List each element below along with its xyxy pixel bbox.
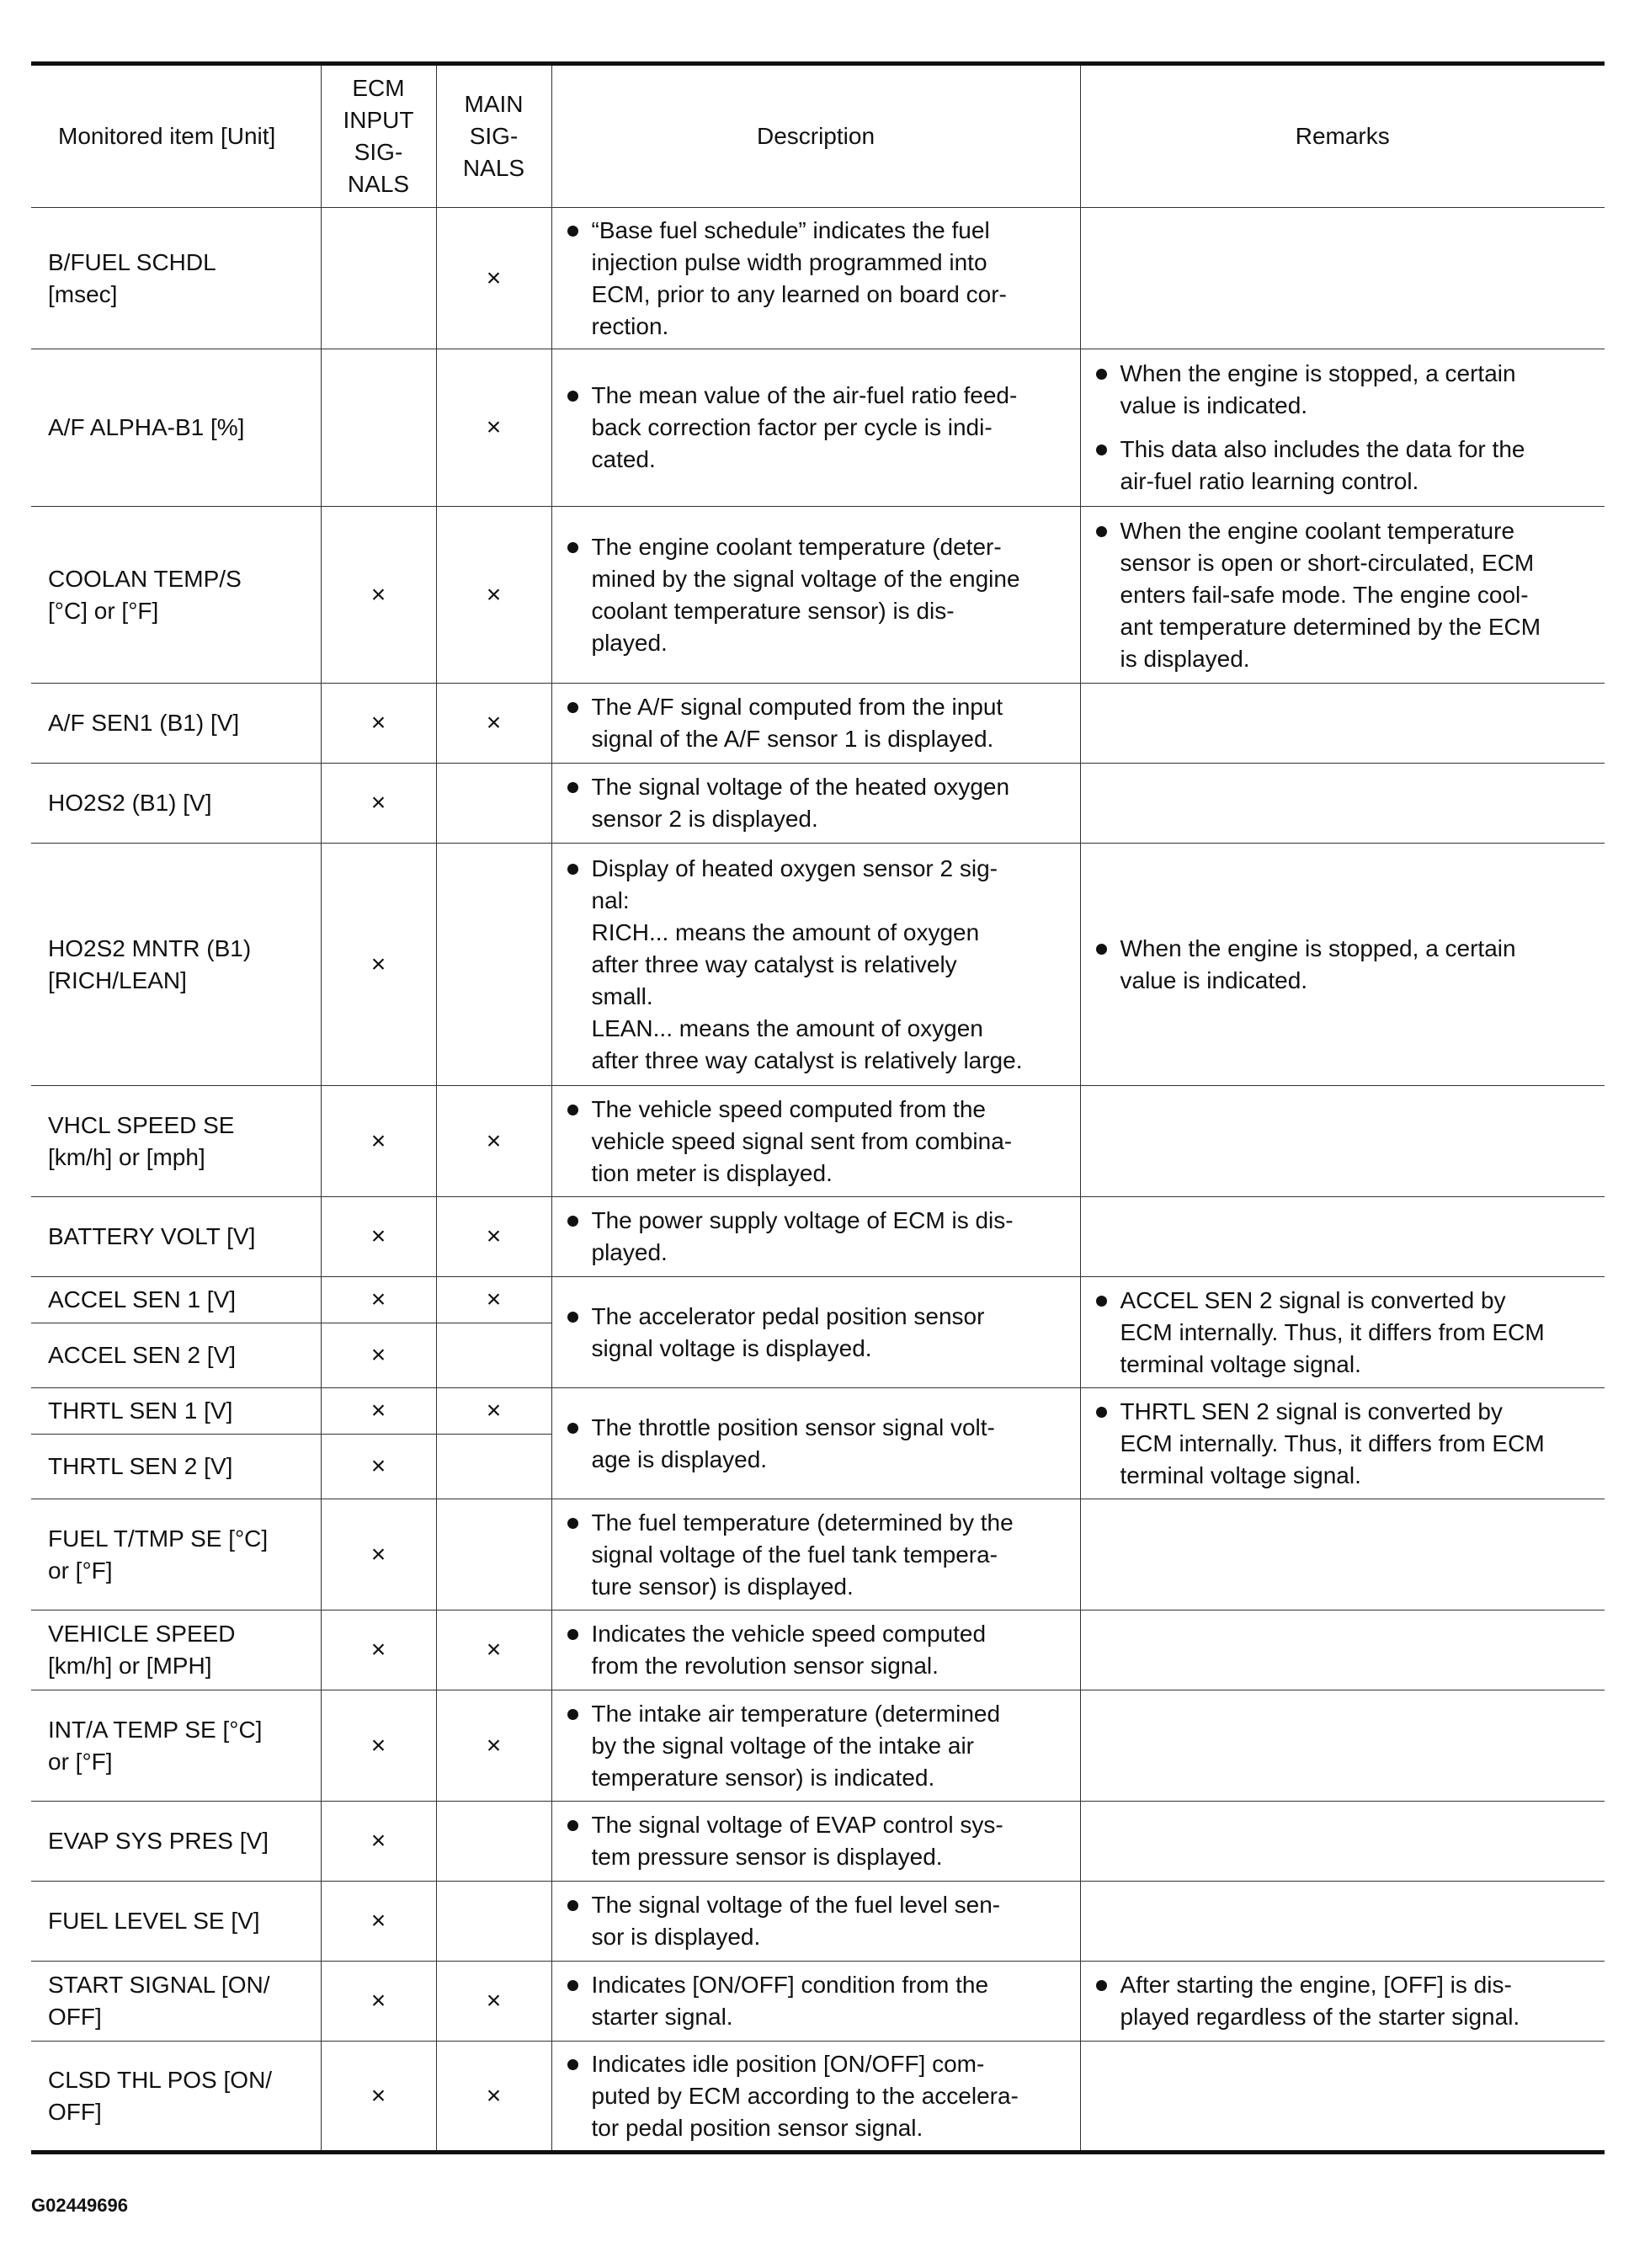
header-ecm-line: NALS [347, 171, 410, 197]
bullet-icon [1096, 1296, 1107, 1307]
header-description: Description [551, 64, 1080, 208]
bullet-icon [567, 1980, 578, 1991]
monitored-item-line: OFF] [48, 2004, 102, 2030]
description-cell [551, 1802, 1080, 1882]
main-signal-mark: × [436, 208, 551, 349]
remark-line: sensor is open or short-circulated, ECM [1120, 549, 1535, 576]
monitored-item-line: A/F SEN1 (B1) [V] [48, 710, 240, 736]
description-line: from the revolution sensor signal. [591, 1653, 939, 1679]
table-row [31, 1499, 1605, 1610]
remark-bullet [1093, 434, 1597, 498]
main-signal-mark: × [436, 507, 551, 684]
remarks-cell [1080, 1610, 1605, 1690]
description-line: tion meter is displayed. [591, 1159, 833, 1186]
description-line: nal: [591, 886, 630, 913]
monitored-item-cell [31, 1323, 321, 1388]
main-signal-mark [436, 1802, 551, 1882]
remarks-cell [1080, 1802, 1605, 1882]
description-cell [551, 1277, 1080, 1388]
monitored-item-line: OFF] [48, 2098, 102, 2125]
description-text [592, 1618, 1072, 1682]
description-line: The engine coolant temperature (deter- [591, 533, 1002, 560]
monitored-item-line: A/F ALPHA-B1 [%] [48, 414, 245, 440]
description-cell [551, 1499, 1080, 1610]
description-line: sensor 2 is displayed. [591, 806, 818, 832]
main-signal-mark: × [436, 1388, 551, 1435]
monitored-item-cell [31, 2042, 321, 2153]
monitored-item-line: ACCEL SEN 2 [V] [48, 1342, 237, 1368]
remarks-cell [1080, 1499, 1605, 1610]
remark-line: air-fuel ratio learning control. [1120, 468, 1419, 494]
remarks-cell [1080, 507, 1605, 684]
monitored-item-cell [31, 764, 321, 844]
header-monitored-item: Monitored item [Unit] [31, 64, 321, 208]
remark-line: enters fail-safe mode. The engine cool- [1120, 581, 1529, 608]
monitored-item-cell [31, 1882, 321, 1962]
monitored-item-line: CLSD THL POS [ON/ [48, 2066, 273, 2093]
main-signal-mark: × [436, 1086, 551, 1197]
main-signal-mark: × [436, 1277, 551, 1323]
table-row [31, 844, 1605, 1086]
table-row [31, 1610, 1605, 1690]
description-text [592, 1301, 1072, 1365]
description-line: temperature sensor) is indicated. [591, 1764, 935, 1791]
description-cell [551, 684, 1080, 764]
bullet-icon [1096, 1407, 1107, 1418]
description-line: ECM, prior to any learned on board cor- [591, 280, 1007, 307]
header-ecm-line: ECM [352, 75, 405, 101]
monitored-item-line: ACCEL SEN 1 [V] [48, 1286, 237, 1312]
bullet-icon [567, 1629, 578, 1640]
ecm-input-mark: × [321, 1882, 436, 1962]
description-cell [551, 844, 1080, 1086]
monitored-item-line: HO2S2 (B1) [V] [48, 790, 212, 816]
description-bullet [564, 771, 1072, 835]
description-line: The accelerator pedal position sensor [591, 1302, 985, 1329]
description-cell [551, 1690, 1080, 1802]
ecm-input-mark: × [321, 1962, 436, 2042]
main-signal-mark [436, 1499, 551, 1610]
monitored-item-cell [31, 1690, 321, 1802]
monitored-item-line: B/FUEL SCHDL [48, 248, 216, 275]
monitored-item-line: START SIGNAL [ON/ [48, 1972, 270, 1998]
description-bullet [564, 1507, 1072, 1603]
table-row [31, 1882, 1605, 1962]
remark-text [1120, 434, 1597, 498]
description-line: The throttle position sensor signal volt- [591, 1414, 995, 1440]
description-bullet [564, 1094, 1072, 1190]
description-cell [551, 1388, 1080, 1499]
remark-line: terminal voltage signal. [1120, 1350, 1361, 1377]
description-line: The vehicle speed computed from the [591, 1095, 986, 1122]
table-row [31, 2042, 1605, 2153]
description-bullet [564, 1889, 1072, 1953]
remark-line: When the engine coolant temperature [1120, 517, 1515, 544]
ecm-input-mark [321, 349, 436, 507]
remark-bullet [1093, 1285, 1597, 1381]
table-row [31, 1086, 1605, 1197]
header-ecm-line: SIG- [354, 139, 403, 165]
remark-line: When the engine is stopped, a certain [1120, 360, 1516, 386]
bullet-icon [567, 1105, 578, 1115]
header-row [31, 64, 1605, 208]
bullet-icon [567, 1312, 578, 1323]
description-line: signal voltage is displayed. [591, 1334, 872, 1361]
description-line: The mean value of the air-fuel ratio feed- [591, 382, 1018, 408]
monitored-item-line: [km/h] or [mph] [48, 1143, 205, 1170]
main-signal-mark [436, 764, 551, 844]
description-line: sor is displayed. [591, 1924, 761, 1950]
description-cell [551, 1962, 1080, 2042]
bullet-icon [1096, 369, 1107, 380]
description-text [592, 1809, 1072, 1873]
monitored-item-cell [31, 208, 321, 349]
bullet-icon [567, 1709, 578, 1720]
remark-line: THRTL SEN 2 signal is converted by [1120, 1398, 1503, 1424]
remark-line: value is indicated. [1120, 392, 1308, 418]
main-signal-mark: × [436, 1962, 551, 2042]
ecm-input-mark: × [321, 844, 436, 1086]
description-line: Display of heated oxygen sensor 2 sig- [591, 854, 998, 881]
description-line: after three way catalyst is relatively large. [591, 1046, 1023, 1073]
remarks-cell [1080, 684, 1605, 764]
description-bullet [564, 2048, 1072, 2144]
monitored-item-line: INT/A TEMP SE [°C] [48, 1716, 263, 1743]
table-row [31, 1277, 1605, 1323]
header-main-line: NALS [462, 155, 525, 181]
description-bullet [564, 1412, 1072, 1476]
table-row [31, 208, 1605, 349]
table-row [31, 1197, 1605, 1277]
remark-line: When the engine is stopped, a certain [1120, 934, 1516, 961]
main-signal-mark [436, 1435, 551, 1499]
header-ecm-line: INPUT [343, 107, 414, 133]
description-line: RICH... means the amount of oxygen [591, 918, 980, 945]
header-main-line: SIG- [469, 123, 519, 149]
remarks-cell [1080, 1388, 1605, 1499]
description-text [592, 380, 1072, 476]
ecm-input-mark: × [321, 684, 436, 764]
description-line: rection. [591, 312, 669, 339]
remark-bullet [1093, 358, 1597, 422]
description-line: played. [591, 629, 668, 656]
description-line: “Base fuel schedule” indicates the fuel [591, 216, 990, 243]
bullet-icon [567, 864, 578, 875]
monitored-item-cell [31, 1435, 321, 1499]
description-text [592, 1698, 1072, 1794]
table-row [31, 507, 1605, 684]
remark-line: ECM internally. Thus, it differs from ECM [1120, 1429, 1545, 1456]
ecm-input-mark [321, 208, 436, 349]
remark-line: ant temperature determined by the ECM [1120, 613, 1541, 640]
description-line: mined by the signal voltage of the engine [591, 565, 1020, 592]
monitored-item-cell [31, 1610, 321, 1690]
ecm-input-mark: × [321, 1690, 436, 1802]
description-line: Indicates idle position [ON/OFF] com- [591, 2050, 985, 2077]
main-signal-mark: × [436, 2042, 551, 2153]
main-signal-mark: × [436, 1610, 551, 1690]
description-line: injection pulse width programmed into [591, 248, 987, 275]
remarks-cell [1080, 1277, 1605, 1388]
description-cell [551, 1882, 1080, 1962]
description-line: cated. [591, 446, 656, 472]
description-line: The fuel temperature (determined by the [591, 1509, 1014, 1536]
monitored-item-line: HO2S2 MNTR (B1) [48, 934, 252, 961]
description-text [592, 771, 1072, 835]
remark-bullet [1093, 515, 1597, 675]
description-bullet [564, 853, 1072, 1077]
ecm-input-mark: × [321, 2042, 436, 2153]
ecm-input-mark: × [321, 1323, 436, 1388]
description-text [592, 1507, 1072, 1603]
description-line: tem pressure sensor is displayed. [591, 1844, 943, 1870]
monitored-item-cell [31, 1388, 321, 1435]
remark-text [1120, 1396, 1597, 1492]
description-line: tor pedal position sensor signal. [591, 2114, 923, 2141]
table-row [31, 764, 1605, 844]
ecm-input-mark: × [321, 1086, 436, 1197]
remark-bullet [1093, 1396, 1597, 1492]
description-bullet [564, 531, 1072, 659]
remarks-cell [1080, 1962, 1605, 2042]
remark-line: value is indicated. [1120, 966, 1308, 993]
description-line: The signal voltage of EVAP control sys- [591, 1812, 1003, 1838]
bullet-icon [567, 1216, 578, 1227]
ecm-input-mark: × [321, 1802, 436, 1882]
main-signal-mark: × [436, 684, 551, 764]
monitored-item-cell [31, 349, 321, 507]
remark-line: played regardless of the starter signal. [1120, 2004, 1520, 2030]
description-text [592, 1412, 1072, 1476]
description-line: signal of the A/F sensor 1 is displayed. [591, 726, 994, 752]
description-text [592, 215, 1072, 343]
description-text [592, 531, 1072, 659]
bullet-icon [1096, 526, 1107, 537]
main-signal-mark: × [436, 1197, 551, 1277]
remark-line: terminal voltage signal. [1120, 1461, 1361, 1488]
description-line: LEAN... means the amount of oxygen [591, 1014, 983, 1041]
description-bullet [564, 1618, 1072, 1682]
description-line: played. [591, 1239, 668, 1265]
description-line: puted by ECM according to the accelera- [591, 2082, 1019, 2109]
description-cell [551, 349, 1080, 507]
remarks-cell [1080, 1690, 1605, 1802]
ecm-input-mark: × [321, 1499, 436, 1610]
description-bullet [564, 691, 1072, 755]
header-main-signals [436, 64, 551, 208]
remark-bullet [1093, 1969, 1597, 2033]
description-line: starter signal. [591, 2004, 733, 2030]
description-text [592, 1889, 1072, 1953]
header-main-line: MAIN [464, 91, 524, 117]
main-signal-mark [436, 1323, 551, 1388]
remarks-cell [1080, 844, 1605, 1086]
bullet-icon [1096, 1980, 1107, 1991]
description-line: after three way catalyst is relatively [591, 950, 957, 977]
description-text [592, 1969, 1072, 2033]
description-line: signal voltage of the fuel tank tempera- [591, 1541, 998, 1568]
table-row [31, 1388, 1605, 1435]
description-cell [551, 507, 1080, 684]
monitored-item-cell [31, 1086, 321, 1197]
main-signal-mark: × [436, 1690, 551, 1802]
monitored-item-cell [31, 1962, 321, 2042]
remarks-cell [1080, 349, 1605, 507]
figure-code: G02449696 [31, 2195, 128, 2216]
monitored-item-line: BATTERY VOLT [V] [48, 1223, 256, 1249]
remarks-cell [1080, 1882, 1605, 1962]
remarks-cell [1080, 1086, 1605, 1197]
ecm-input-mark: × [321, 764, 436, 844]
header-ecm-input-signals [321, 64, 436, 208]
description-line: by the signal voltage of the intake air [591, 1732, 975, 1759]
remark-text [1120, 1285, 1597, 1381]
description-line: The signal voltage of the fuel level sen- [591, 1892, 1001, 1918]
monitored-item-line: EVAP SYS PRES [V] [48, 1828, 269, 1854]
monitored-item-line: VHCL SPEED SE [48, 1111, 235, 1138]
bullet-icon [567, 1518, 578, 1529]
description-text [592, 2048, 1072, 2144]
ecm-input-mark: × [321, 1277, 436, 1323]
bullet-icon [567, 782, 578, 793]
monitored-item-line: [msec] [48, 280, 118, 307]
description-line: The power supply voltage of ECM is dis- [591, 1207, 1014, 1233]
description-line: vehicle speed signal sent from combina- [591, 1127, 1013, 1154]
description-line: The signal voltage of the heated oxygen [591, 774, 1010, 800]
description-text [592, 1094, 1072, 1190]
table-row [31, 1962, 1605, 2042]
description-line: age is displayed. [591, 1445, 768, 1472]
remark-line: This data also includes the data for the [1120, 436, 1525, 462]
ecm-input-mark: × [321, 1610, 436, 1690]
description-line: The A/F signal computed from the input [591, 694, 1003, 720]
remark-text [1120, 515, 1597, 675]
description-line: coolant temperature sensor) is dis- [591, 597, 955, 624]
monitored-item-line: [km/h] or [MPH] [48, 1653, 212, 1679]
description-cell [551, 1086, 1080, 1197]
description-line: Indicates [ON/OFF] condition from the [591, 1972, 989, 1998]
bullet-icon [567, 226, 578, 237]
description-cell [551, 2042, 1080, 2153]
description-bullet [564, 1205, 1072, 1269]
main-signal-mark [436, 1882, 551, 1962]
monitored-item-line: or [°F] [48, 1748, 113, 1775]
remark-text [1120, 933, 1597, 997]
description-bullet [564, 1698, 1072, 1794]
bullet-icon [567, 1900, 578, 1911]
bullet-icon [567, 391, 578, 402]
monitored-item-line: or [°F] [48, 1557, 113, 1584]
monitored-item-cell [31, 1277, 321, 1323]
remarks-cell [1080, 764, 1605, 844]
remark-line: After starting the engine, [OFF] is dis- [1120, 1972, 1512, 1998]
description-cell [551, 1197, 1080, 1277]
description-line: ture sensor) is displayed. [591, 1573, 854, 1600]
monitored-item-cell [31, 1499, 321, 1610]
description-line: The intake air temperature (determined [591, 1700, 1001, 1727]
table-row [31, 1802, 1605, 1882]
monitored-item-line: VEHICLE SPEED [48, 1621, 236, 1647]
description-line: Indicates the vehicle speed computed [591, 1621, 987, 1647]
monitored-item-line: THRTL SEN 2 [V] [48, 1453, 233, 1479]
monitored-item-line: [RICH/LEAN] [48, 966, 187, 993]
ecm-input-mark: × [321, 1197, 436, 1277]
remark-line: is displayed. [1120, 645, 1250, 672]
description-text [592, 691, 1072, 755]
remarks-cell [1080, 2042, 1605, 2153]
ecm-input-mark: × [321, 1388, 436, 1435]
monitored-item-cell [31, 844, 321, 1086]
monitored-item-line: THRTL SEN 1 [V] [48, 1398, 233, 1424]
monitored-item-line: FUEL T/TMP SE [°C] [48, 1525, 269, 1552]
description-cell [551, 208, 1080, 349]
description-text [592, 853, 1072, 1077]
bullet-icon [567, 2059, 578, 2070]
description-bullet [564, 1301, 1072, 1365]
description-bullet [564, 380, 1072, 476]
remark-line: ECM internally. Thus, it differs from ECM [1120, 1318, 1545, 1345]
ecm-input-mark: × [321, 1435, 436, 1499]
monitored-item-cell [31, 684, 321, 764]
bullet-icon [567, 702, 578, 713]
monitored-item-line: COOLAN TEMP/S [48, 565, 242, 592]
bullet-icon [567, 542, 578, 553]
monitored-item-line: [°C] or [°F] [48, 597, 159, 624]
main-signal-mark: × [436, 349, 551, 507]
description-line: small. [591, 982, 653, 1009]
remark-text [1120, 1969, 1597, 2033]
remark-line: ACCEL SEN 2 signal is converted by [1120, 1286, 1506, 1313]
description-bullet [564, 1969, 1072, 2033]
remarks-cell [1080, 1197, 1605, 1277]
remark-bullet [1093, 933, 1597, 997]
monitored-item-cell [31, 1197, 321, 1277]
main-signal-mark [436, 844, 551, 1086]
bullet-icon [1096, 944, 1107, 955]
monitored-item-cell [31, 507, 321, 684]
description-bullet [564, 1809, 1072, 1873]
ecm-input-mark: × [321, 507, 436, 684]
header-remarks: Remarks [1080, 64, 1605, 208]
bullet-icon [567, 1423, 578, 1434]
bullet-icon [567, 1820, 578, 1831]
remark-text [1120, 358, 1597, 422]
monitored-items-table [31, 61, 1605, 2154]
table-row [31, 349, 1605, 507]
bullet-icon [1096, 445, 1107, 455]
description-bullet [564, 215, 1072, 343]
description-text [592, 1205, 1072, 1269]
description-cell [551, 1610, 1080, 1690]
table-row [31, 1690, 1605, 1802]
table-row [31, 684, 1605, 764]
description-cell [551, 764, 1080, 844]
table-body [31, 208, 1605, 2153]
monitored-item-cell [31, 1802, 321, 1882]
monitored-item-line: FUEL LEVEL SE [V] [48, 1908, 260, 1934]
description-line: back correction factor per cycle is indi- [591, 414, 993, 440]
remarks-cell [1080, 208, 1605, 349]
